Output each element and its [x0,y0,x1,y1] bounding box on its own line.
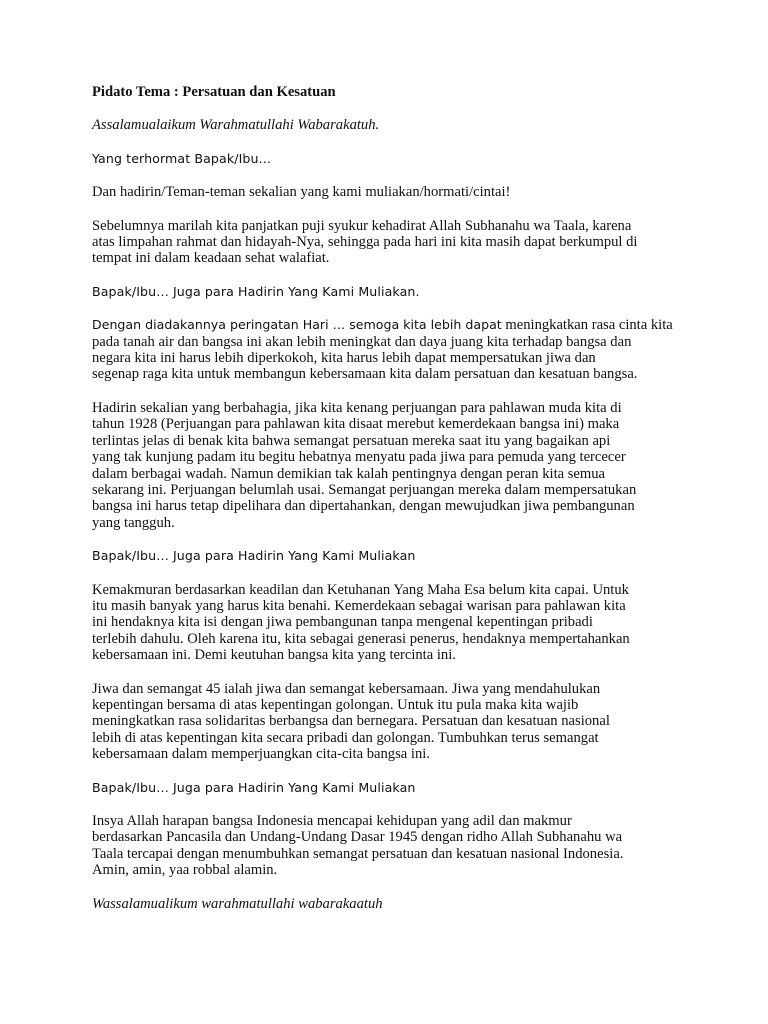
paragraph-1-sans-part: Dengan diadakannya peringatan Hari … semoga kita lebih dapat [92,317,502,333]
paragraph-3: Kemakmuran berdasarkan keadilan dan Ketuhanan Yang Maha Esa belum kita capai. Untuk itu masih banyak yang harus kita benahi. Kemerdekaan sebagai warisan para pahlawan kita ini hendaknya kita isi dengan jiwa pembangunan tanpa mengenal kepentingan pribadi terlebih dahulu. Oleh karena itu, kita sebagai generasi penerus, hendaknya mempertahankan kebersamaan ini. Demi keutuhan bangsa kita yang tercinta ini. [92,581,630,664]
address-line-3: Bapak/Ibu… Juga para Hadirin Yang Kami Muliakan [92,779,416,795]
address-line-2: Bapak/Ibu… Juga para Hadirin Yang Kami Muliakan [92,548,416,564]
closing-greeting: Wassalamualikum warahmatullahi wabarakaatuh [92,895,383,912]
paragraph-2: Hadirin sekalian yang berbahagia, jika kita kenang perjuangan para pahlawan muda kita di tahun 1928 (Perjuangan para pahlawan kita disaat merebut kemerdekaan bangsa ini) maka terlintas jelas di benak kita bahwa semangat persatuan mereka saat itu yang bagaikan api yang tak kunjung padam itu begitu hebatnya menyatu pada jiwa para pemuda yang tercecer dalam berbagai wadah. Namun demikian tak kalah pentingnya dengan peran kita semua sekarang ini. Perjuangan belumlah usai. Semangat perjuangan mereka dalam mempersatukan bangsa ini harus tetap dipelihara dan dipertahankan, dengan mewujudkan jiwa pembangunan yang tangguh. [92,399,637,531]
paragraph-4: Jiwa dan semangat 45 ialah jiwa dan semangat kebersamaan. Jiwa yang mendahulukan kepentingan bersama di atas kepentingan golongan. Untuk itu pula maka kita wajib meningkatkan rasa solidaritas berbangsa dan bernegara. Persatuan dan kesatuan nasional lebih di atas kepentingan kita secara pribadi dan golongan. Tumbuhkan terus semangat kebersamaan dalam memperjuangkan cita-cita bangsa ini. [92,680,610,763]
document-title: Pidato Tema : Persatuan dan Kesatuan [92,84,336,100]
audience-line: Dan hadirin/Teman-teman sekalian yang kami muliakan/hormati/cintai! [92,184,511,201]
paragraph-1-serif-part: meningkatkan rasa cinta kita pada tanah air dan bangsa ini akan lebih meningkat dan daya juang kita terhadap bangsa dan negara kita ini harus lebih diperkokoh, kita harus lebih dapat mempersatukan jiwa dan segenap raga kita untuk membangun kebersamaan kita dalam persatuan dan kesatuan bangsa. [92,317,673,383]
respected-line: Yang terhormat Bapak/Ibu… [92,150,272,166]
opening-greeting: Assalamualaikum Warahmatullahi Wabarakatuh. [92,117,380,134]
paragraph-1 [92,317,708,383]
paragraph-5: Insya Allah harapan bangsa Indonesia mencapai kehidupan yang adil dan makmur berdasarkan Pancasila dan Undang-Undang Dasar 1945 dengan ridho Allah Subhanahu wa Taala tercapai dengan menumbuhkan semangat persatuan dan kesatuan nasional Indonesia. Amin, amin, yaa robbal alamin. [92,813,624,879]
address-line-1: Bapak/Ibu… Juga para Hadirin Yang Kami Muliakan. [92,283,420,299]
opening-paragraph: Sebelumnya marilah kita panjatkan puji syukur kehadirat Allah Subhanahu wa Taala, karena atas limpahan rahmat dan hidayah-Nya, sehingga pada hari ini kita masih dapat berkumpul di tempat ini dalam keadaan sehat walafiat. [92,217,638,267]
